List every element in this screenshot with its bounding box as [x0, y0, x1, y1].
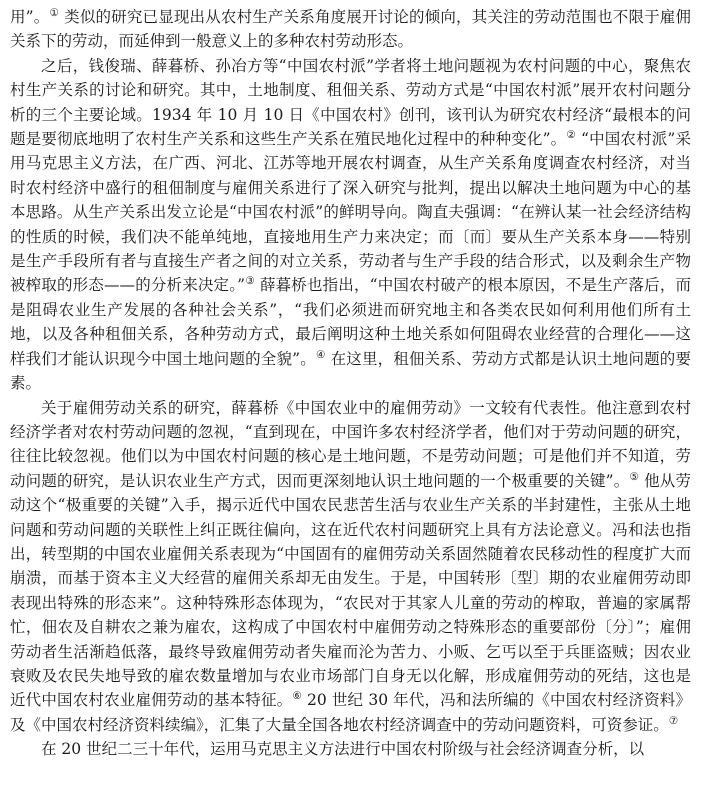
- paragraph-text: 薛暮桥也指出，“中国农村破产的根本原因，不是生产落后，而是阻碍农业生产发展的各种社会关系”，“我们必须进而研究地主和各类农民如何利用他们所有土地，以及各种租佃关系，各种劳动方式，最后阐明这种土地关系如何阻碍农业经营的合理化——这样我们才能认识现今中国土地问题的全貌”。: [10, 276, 691, 368]
- paragraph-text: 关于雇佣劳动关系的研究，薛暮桥《中国农业中的雇佣劳动》一文较有代表性。他注意到农村经济学者对农村劳动问题的忽视，“直到现在，中国许多农村经济学者，他们对于劳动问题的研究，往往比较忽视。他们以为中国农村问题的核心是土地问题，不是劳动问题；可是他们并不知道，劳动问题的研究，是认识农业生产方式，因而更深刻地认识土地问题的一个极重要的关键”。: [10, 398, 691, 490]
- paragraph: [10, 54, 691, 396]
- footnote-marker: ③: [245, 275, 255, 288]
- footnote-marker: ⑥: [292, 690, 302, 703]
- paragraph-text: 类似的研究已显现出从农村生产关系角度展开讨论的倾向，其关注的劳动范围也不限于雇佣关系下的劳动，而延伸到一般意义上的多种农村劳动形态。: [10, 8, 691, 51]
- footnote-marker: ②: [566, 128, 576, 141]
- paragraph-text: 之后，钱俊瑞、薛暮桥、孙冶方等“中国农村派”学者将土地问题视为农村问题的中心，聚焦农村生产关系的讨论和研究。其中，土地制度、租佃关系、劳动方式是“中国农村派”展开农村问题分析的三个主要论域。1934 年 10 月 10 日《中国农村》创刊，该刊认为研究农村经济“最根本的问题是要彻底地明了农村生产关系和这些生产关系在殖民地化过程中的种种变化”。: [10, 56, 691, 149]
- paragraph: [10, 5, 691, 54]
- footnote-marker: ④: [315, 348, 326, 361]
- paragraph-text: “中国农村派”采用马克思主义方法，在广西、河北、江苏等地开展农村调查，从生产关系角度调查农村经济，对当时农村经济中盛行的租佃制度与雇佣关系进行了深入研究与批判，提出以解决土地问题为中心的基本思路。从生产关系出发立论是“中国农村派”的鲜明导向。陶直夫强调：“在辨认某一社会经济结构的性质的时候，我们决不能单纯地，直接地用生产力来决定；而〔而〕要从生产关系本身——特别是生产手段所有者与直接生产者之间的对立关系，劳动者与生产手段的结合形式，以及剩余生产物被榨取的形态——的分析来决定。”: [10, 130, 691, 295]
- paragraph: [10, 737, 691, 761]
- footnote-marker: ⑦: [668, 714, 679, 727]
- paragraph-text: 在 20 世纪二三十年代，运用马克思主义方法进行中国农村阶级与社会经济调查分析，以: [41, 740, 645, 759]
- footnote-marker: ⑤: [629, 470, 640, 483]
- paragraph-text: 在这里，租佃关系、劳动方式都是认识土地问题的要素。: [10, 349, 691, 393]
- paragraph-text: 20 世纪 30 年代，冯和法所编的《中国农村经济资料》及《中国农村经济资料续编》，汇集了大量全国各地农村经济调查中的劳动问题资料，可资参证。: [10, 691, 691, 734]
- footnote-marker: ①: [49, 6, 60, 19]
- paragraph-text: 用”。: [10, 8, 50, 26]
- paragraph-text: 他从劳动这个“极重要的关键”入手，揭示近代中国农民悲苦生活与农业生产关系的半封建性，主张从土地问题和劳动问题的关联性上纠正既往偏向，这在近代农村问题研究上具有方法论意义。冯和法也指出，转型期的中国农业雇佣关系表现为“中国固有的雇佣劳动关系固然随着农民移动性的程度扩大而崩溃，而基于资本主义大经营的雇佣关系却无由发生。于是，中国转形〔型〕期的农业雇佣劳动即表现出特殊的形态来”。这种特殊形态体现为，“农民对于其家人儿童的劳动的榨取，普遍的家属帮忙，佃农及自耕农之兼为雇农，这构成了中国农村中雇佣劳动之特殊形态的重要部份〔分〕”；雇佣劳动者生活渐趋低落，最终导致雇佣劳动者失雇而沦为苦力、小贩、乞丐以至于兵匪盗贼；因农业衰败及农民失地导致的雇农数量增加与农业市场部门自身无以化解，形成雇佣劳动的死结，这也是近代中国农村农业雇佣劳动的基本特征。: [10, 471, 691, 710]
- paragraph: [10, 396, 691, 738]
